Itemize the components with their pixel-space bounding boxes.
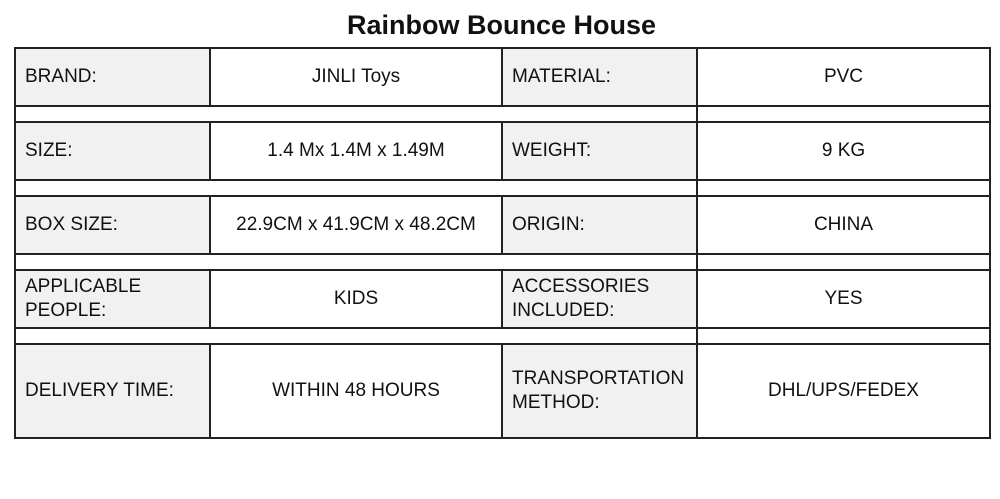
applicable-people-value: KIDS xyxy=(210,270,502,328)
spacer-cell xyxy=(697,328,990,344)
spacer-cell xyxy=(697,180,990,196)
spacer-cell xyxy=(697,254,990,270)
spacer-cell xyxy=(697,106,990,122)
spacer-cell xyxy=(15,180,697,196)
spacer-cell xyxy=(15,254,697,270)
table-row xyxy=(15,270,990,328)
spacer-cell xyxy=(15,328,697,344)
table-row xyxy=(15,48,990,106)
brand-value: JINLI Toys xyxy=(210,48,502,106)
spacer-row xyxy=(15,106,990,122)
table-row xyxy=(15,122,990,180)
accessories-included-label: ACCESSORIES INCLUDED: xyxy=(502,270,697,328)
table-row xyxy=(15,344,990,438)
material-value: PVC xyxy=(697,48,990,106)
spacer-row xyxy=(15,328,990,344)
size-label: SIZE: xyxy=(15,122,210,180)
spacer-row xyxy=(15,180,990,196)
spec-table xyxy=(14,47,991,439)
box-size-value: 22.9CM x 41.9CM x 48.2CM xyxy=(210,196,502,254)
page-title: Rainbow Bounce House xyxy=(346,10,657,40)
delivery-time-value: WITHIN 48 HOURS xyxy=(210,344,502,438)
box-size-label: BOX SIZE: xyxy=(15,196,210,254)
material-label: MATERIAL: xyxy=(502,48,697,106)
size-value: 1.4 Mx 1.4M x 1.49M xyxy=(210,122,502,180)
brand-label: BRAND: xyxy=(15,48,210,106)
transportation-method-label: TRANSPORTATION METHOD: xyxy=(502,344,697,438)
origin-label: ORIGIN: xyxy=(502,196,697,254)
spacer-cell xyxy=(15,106,697,122)
weight-label: WEIGHT: xyxy=(502,122,697,180)
accessories-included-value: YES xyxy=(697,270,990,328)
transportation-method-value: DHL/UPS/FEDEX xyxy=(697,344,990,438)
applicable-people-label: APPLICABLE PEOPLE: xyxy=(15,270,210,328)
weight-value: 9 KG xyxy=(697,122,990,180)
table-row xyxy=(15,196,990,254)
delivery-time-label: DELIVERY TIME: xyxy=(15,344,210,438)
origin-value: CHINA xyxy=(697,196,990,254)
spacer-row xyxy=(15,254,990,270)
